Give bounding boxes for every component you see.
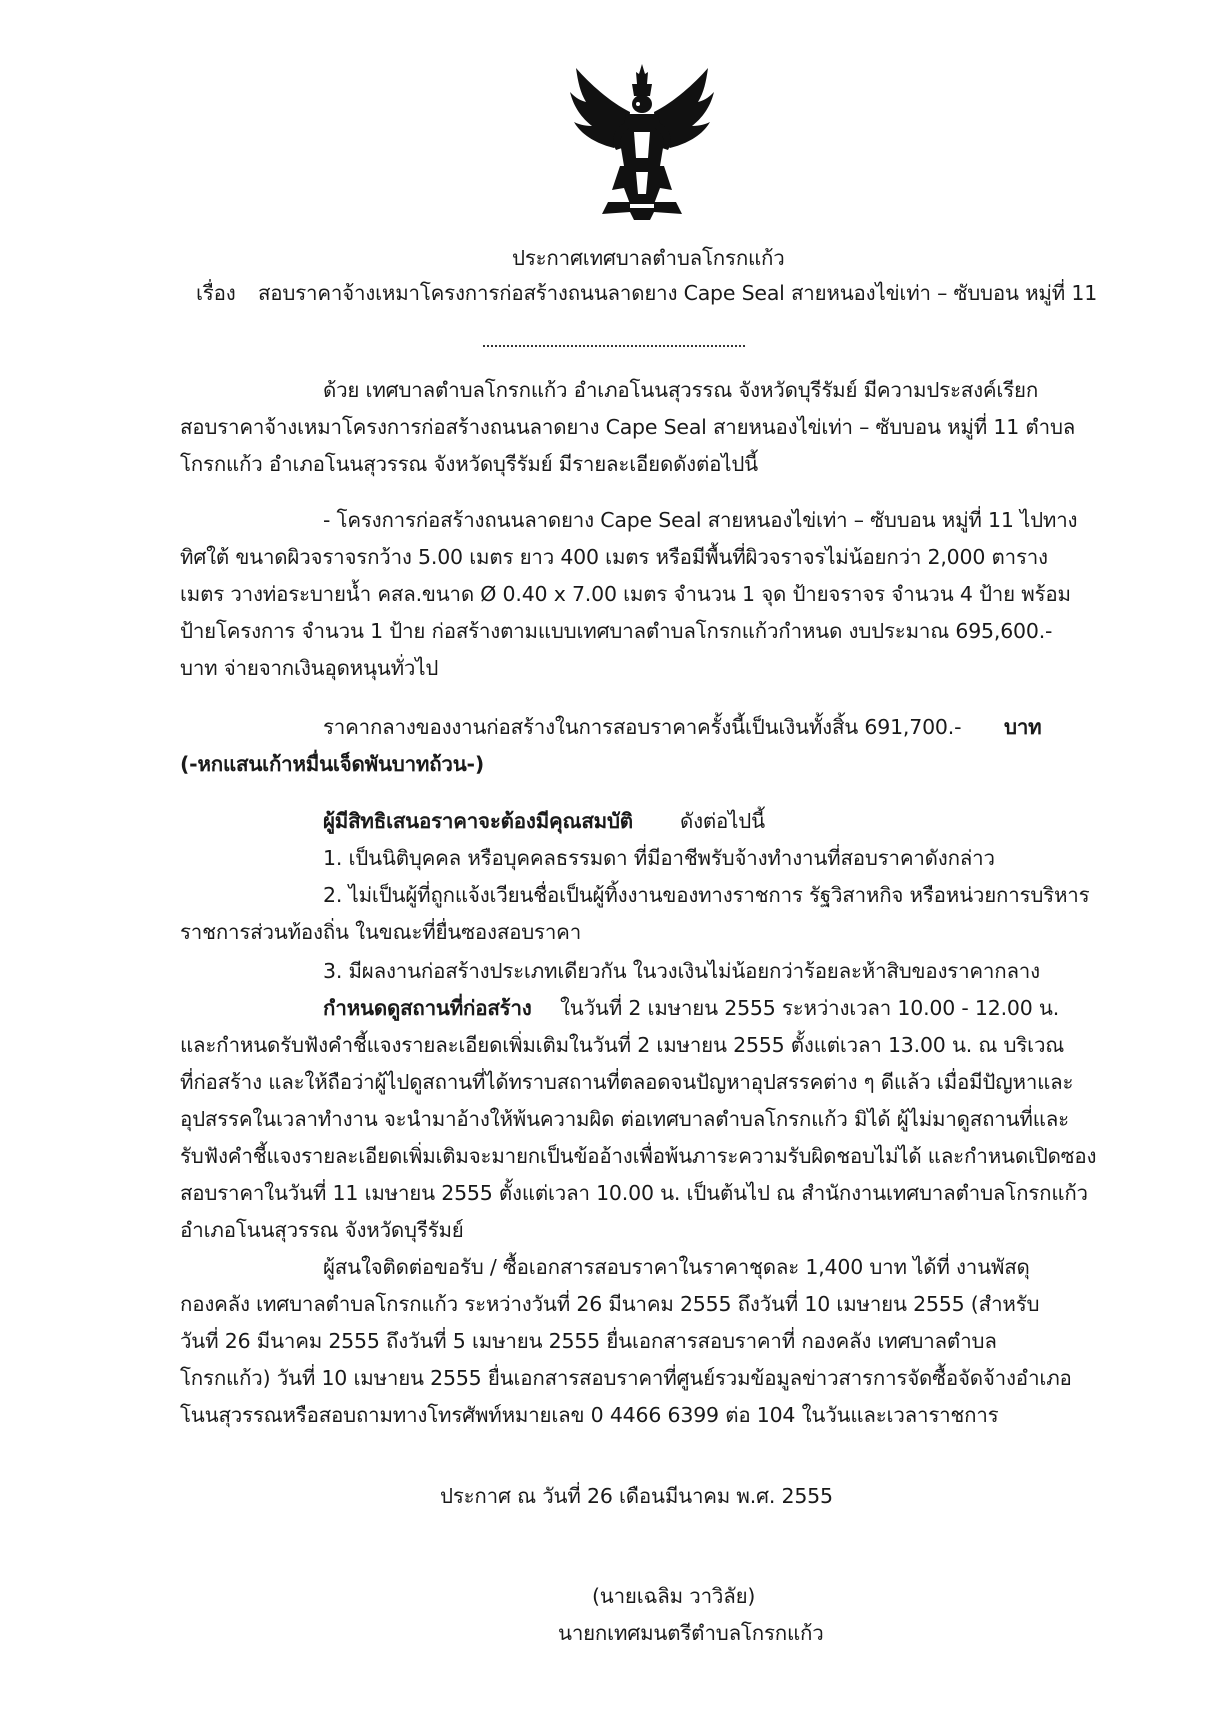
- project-line: - โครงการก่อสร้างถนนลาดยาง Cape Seal สายหนองไข่เท่า – ซับบอน หมู่ที่ 11 ไปทาง: [323, 508, 1078, 532]
- contact-line: โกรกแก้ว) วันที่ 10 เมษายน 2555 ยื่นเอกสารสอบราคาที่ศูนย์รวมข้อมูลข่าวสารการจัดซื้อจัดจ้างอำเภอ: [180, 1366, 1072, 1390]
- qualification-item: 3. มีผลงานก่อสร้างประเภทเดียวกัน ในวงเงินไม่น้อยกว่าร้อยละห้าสิบของราคากลาง: [323, 959, 1040, 983]
- qualification-item: 1. เป็นนิติบุคคล หรือบุคคลธรรมดา ที่มีอาชีพรับจ้างทำงานที่สอบราคาดังกล่าว: [323, 846, 995, 870]
- intro-line: โกรกแก้ว อำเภอโนนสุวรรณ จังหวัดบุรีรัมย์ มีรายละเอียดดังต่อไปนี้: [180, 452, 758, 476]
- signatory-name: (นายเฉลิม วาวิลัย): [592, 1584, 756, 1608]
- median-price-words: (-หกแสนเก้าหมื่นเจ็ดพันบาทถ้วน-): [180, 752, 485, 776]
- site-visit-line: อุปสรรคในเวลาทำงาน จะนำมาอ้างให้พ้นความผิด ต่อเทศบาลตำบลโกรกแก้ว มิได้ ผู้ไม่มาดูสถานที่และ: [180, 1107, 1069, 1131]
- intro-line: ด้วย เทศบาลตำบลโกรกแก้ว อำเภอโนนสุวรรณ จังหวัดบุรีรัมย์ มีความประสงค์เรียก: [323, 378, 1039, 402]
- median-price-unit: บาท: [1004, 715, 1042, 739]
- contact-line: ผู้สนใจติดต่อขอรับ / ซื้อเอกสารสอบราคาในราคาชุดละ 1,400 บาท ได้ที่ งานพัสดุ: [323, 1255, 1030, 1279]
- contact-line: โนนสุวรรณหรือสอบถามทางโทรศัพท์หมายเลข 0 4466 6399 ต่อ 104 ในวันและเวลาราชการ: [180, 1403, 999, 1427]
- qualification-item: 2. ไม่เป็นผู้ที่ถูกแจ้งเวียนชื่อเป็นผู้ทิ้งงานของทางราชการ รัฐวิสาหกิจ หรือหน่วยการบริหาร: [323, 883, 1090, 907]
- dotted-divider: [483, 345, 745, 347]
- qualifications-heading-tail: ดังต่อไปนี้: [680, 809, 765, 833]
- qualifications-heading: ผู้มีสิทธิเสนอราคาจะต้องมีคุณสมบัติ: [323, 809, 633, 833]
- site-visit-line: รับฟังคำชี้แจงรายละเอียดเพิ่มเติมจะมายกเป็นข้ออ้างเพื่อพ้นภาระความรับผิดชอบไม่ได้ และกำหนดเปิดซอง: [180, 1144, 1097, 1168]
- median-price-line: ราคากลางของงานก่อสร้างในการสอบราคาครั้งนี้เป็นเงินทั้งสิ้น 691,700.-: [323, 715, 962, 739]
- project-line: บาท จ่ายจากเงินอุดหนุนทั่วไป: [180, 656, 439, 680]
- announcement-date: ประกาศ ณ วันที่ 26 เดือนมีนาคม พ.ศ. 2555: [440, 1484, 833, 1508]
- site-visit-line: ในวันที่ 2 เมษายน 2555 ระหว่างเวลา 10.00 - 12.00 น.: [560, 996, 1060, 1020]
- signatory-position: นายกเทศมนตรีตำบลโกรกแก้ว: [558, 1621, 824, 1645]
- garuda-emblem-icon: [568, 62, 716, 220]
- site-visit-line: ที่ก่อสร้าง และให้ถือว่าผู้ไปดูสถานที่ได้ทราบสถานที่ตลอดจนปัญหาอุปสรรคต่าง ๆ ดีแล้ว เมื่อมีปัญหาและ: [180, 1070, 1074, 1094]
- contact-line: วันที่ 26 มีนาคม 2555 ถึงวันที่ 5 เมษายน 2555 ยื่นเอกสารสอบราคาที่ กองคลัง เทศบาลตำบล: [180, 1329, 997, 1353]
- qualification-item: ราชการส่วนท้องถิ่น ในขณะที่ยื่นซองสอบราคา: [180, 920, 582, 944]
- site-visit-line: สอบราคาในวันที่ 11 เมษายน 2555 ตั้งแต่เวลา 10.00 น. เป็นต้นไป ณ สำนักงานเทศบาลตำบลโกรกแก้ว: [180, 1181, 1088, 1205]
- site-visit-line: และกำหนดรับฟังคำชี้แจงรายละเอียดเพิ่มเติมในวันที่ 2 เมษายน 2555 ตั้งแต่เวลา 13.00 น. ณ บริเวณ: [180, 1033, 1065, 1057]
- contact-line: กองคลัง เทศบาลตำบลโกรกแก้ว ระหว่างวันที่ 26 มีนาคม 2555 ถึงวันที่ 10 เมษายน 2555 (สำหรับ: [180, 1292, 1040, 1316]
- project-line: ป้ายโครงการ จำนวน 1 ป้าย ก่อสร้างตามแบบเทศบาลตำบลโกรกแก้วกำหนด งบประมาณ 695,600.-: [180, 619, 1053, 643]
- subject-label: เรื่อง: [196, 281, 236, 305]
- subject-text: สอบราคาจ้างเหมาโครงการก่อสร้างถนนลาดยาง Cape Seal สายหนองไข่เท่า – ซับบอน หมู่ที่ 11: [258, 281, 1098, 305]
- announcement-title: ประกาศเทศบาลตำบลโกรกแก้ว: [512, 246, 785, 270]
- site-visit-heading: กำหนดดูสถานที่ก่อสร้าง: [323, 996, 532, 1020]
- project-line: เมตร วางท่อระบายน้ำ คสล.ขนาด Ø 0.40 x 7.00 เมตร จำนวน 1 จุด ป้ายจราจร จำนวน 4 ป้าย พร้อม: [180, 582, 1071, 606]
- project-line: ทิศใต้ ขนาดผิวจราจรกว้าง 5.00 เมตร ยาว 400 เมตร หรือมีพื้นที่ผิวจราจรไม่น้อยกว่า 2,000 ตาราง: [180, 545, 1048, 569]
- site-visit-line: อำเภอโนนสุวรรณ จังหวัดบุรีรัมย์: [180, 1218, 464, 1242]
- intro-line: สอบราคาจ้างเหมาโครงการก่อสร้างถนนลาดยาง Cape Seal สายหนองไข่เท่า – ซับบอน หมู่ที่ 11 ตำบล: [180, 415, 1076, 439]
